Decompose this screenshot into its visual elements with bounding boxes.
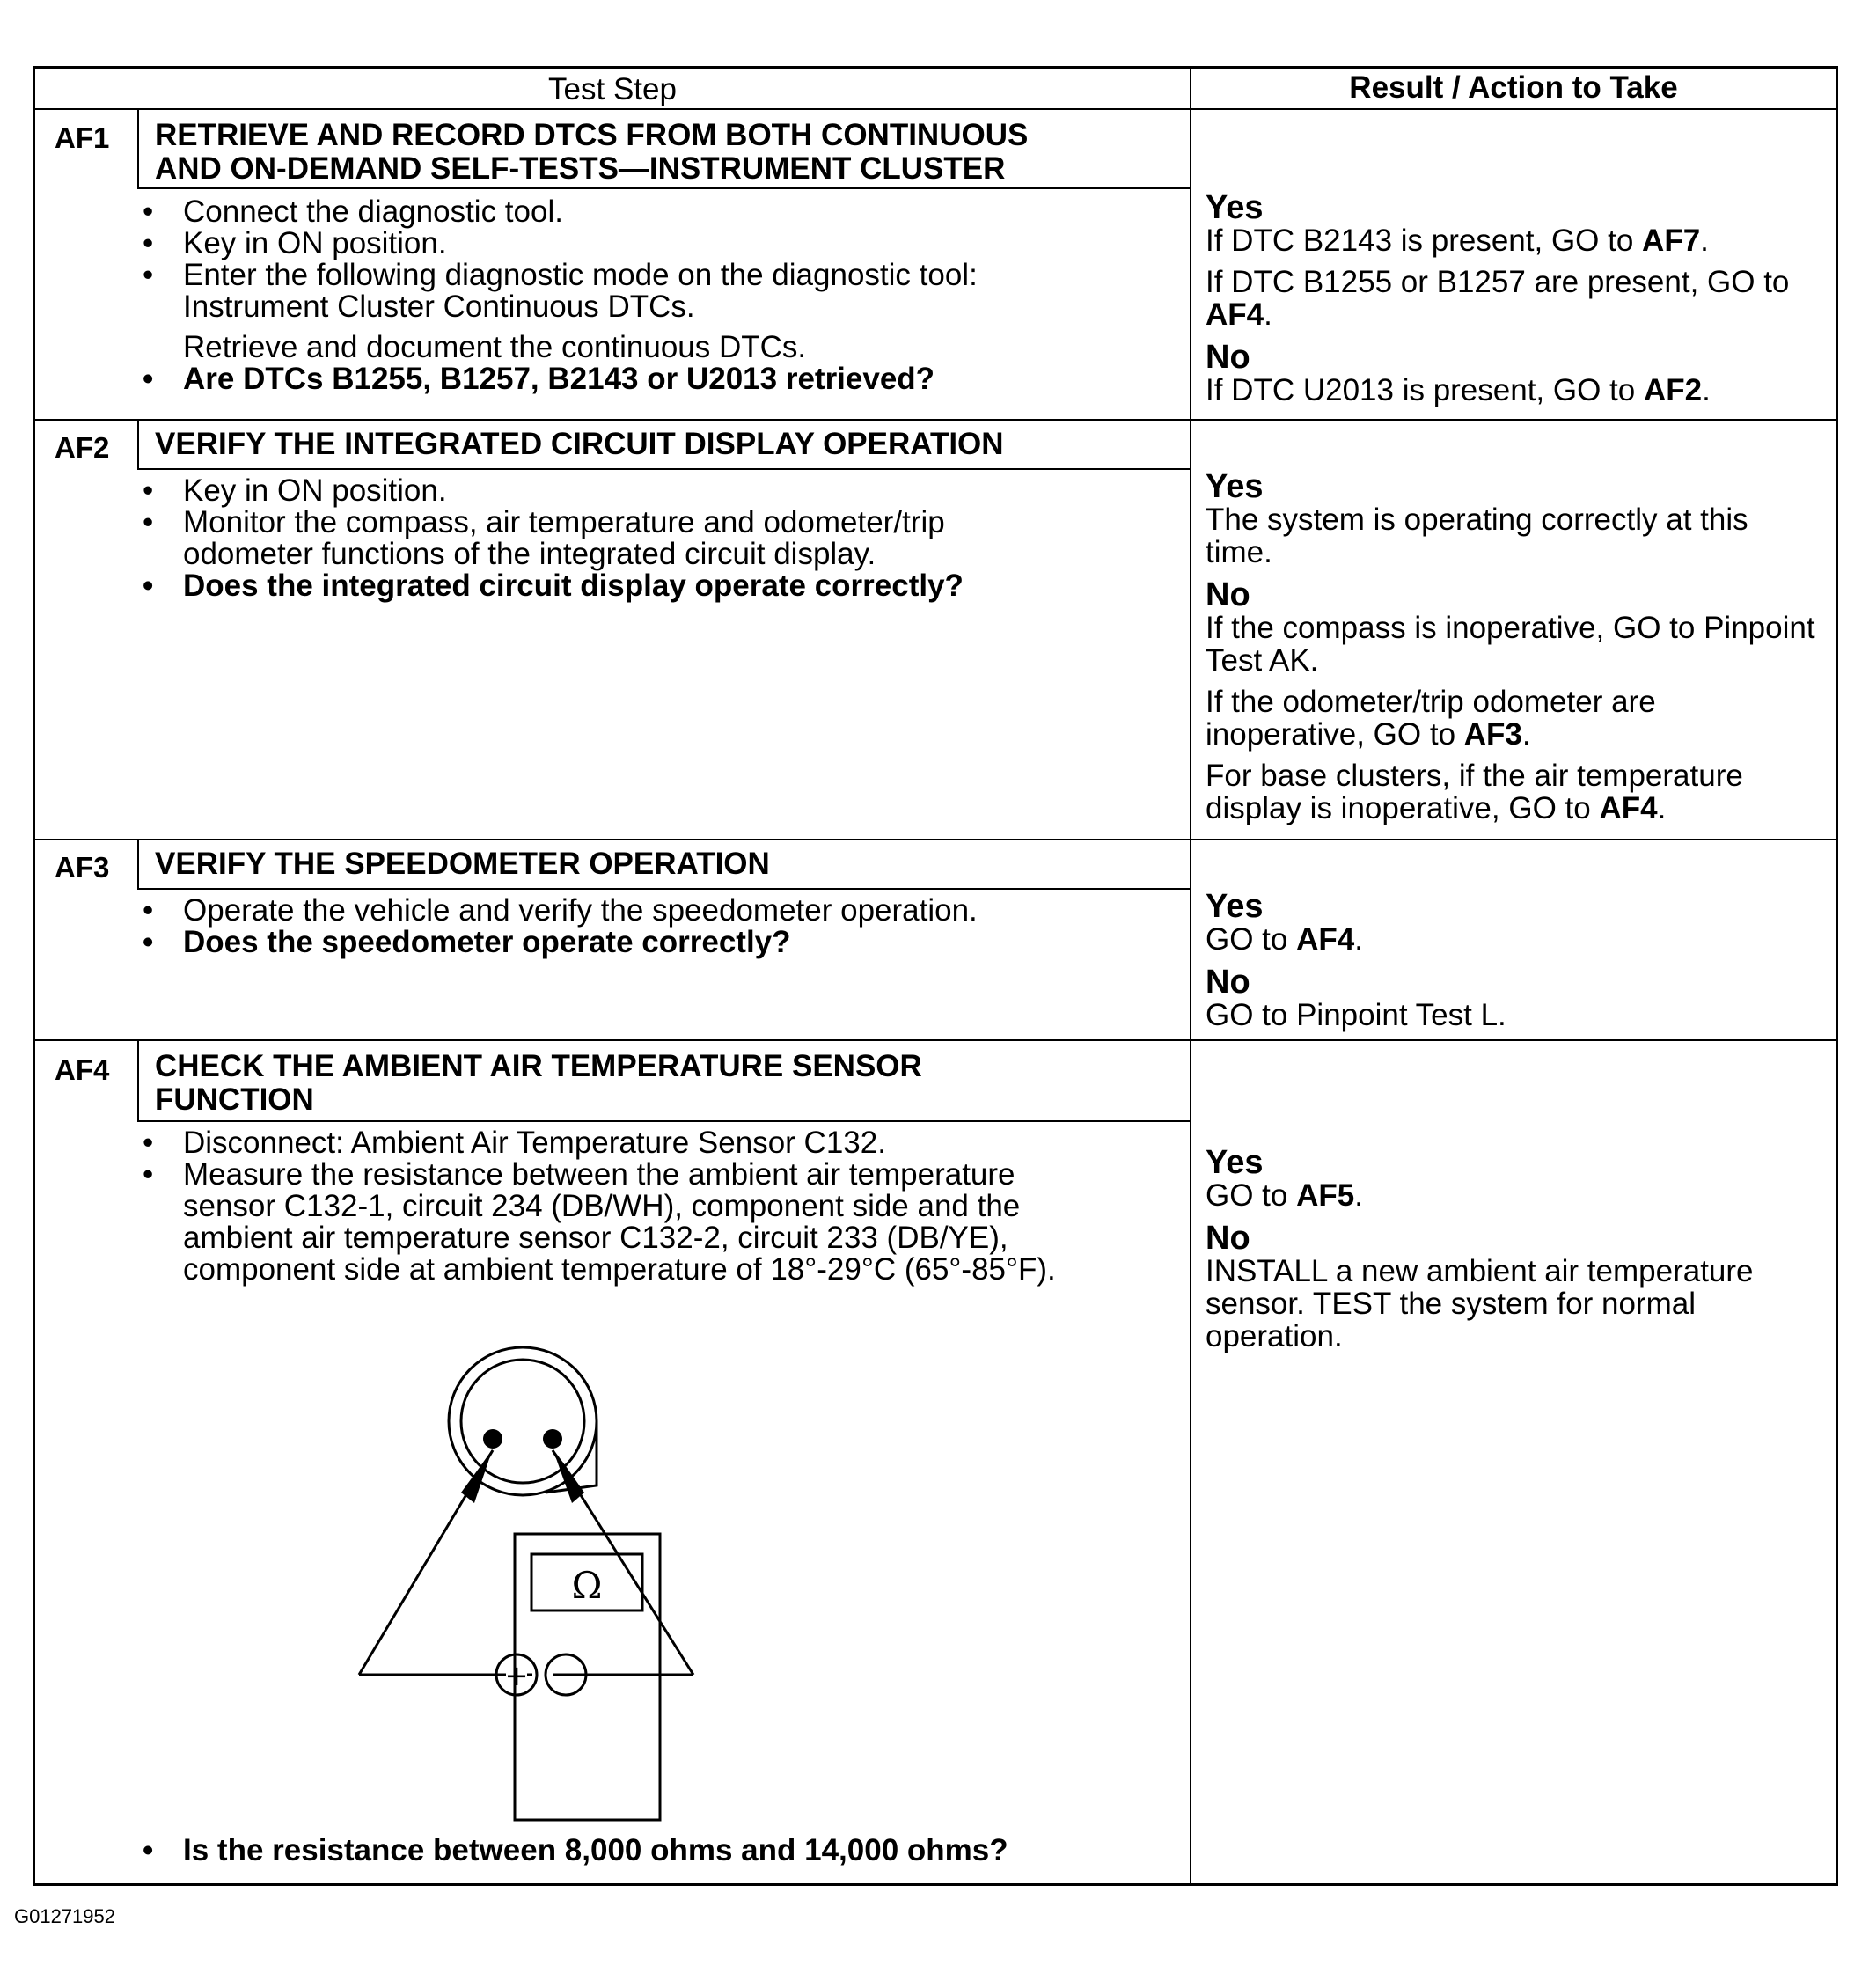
list-item: • Operate the vehicle and verify the speedometer operation. — [143, 893, 978, 928]
result-af2: Yes The system is operating correctly at this time. No If the compass is inoperative, GO to Pinpoint Test AK. If the odometer/trip odometer are inoperative, GO to AF3. For base clusters, if the air temperature display is inoperative, GO to AF4. — [1206, 471, 1821, 833]
header-result-action: Result / Action to Take — [1349, 70, 1678, 105]
figure-code: G01271952 — [14, 1905, 115, 1927]
step-title-af4: CHECK THE AMBIENT AIR TEMPERATURE SENSOR FUNCTION — [155, 1049, 922, 1117]
link-af2[interactable]: AF2 — [1643, 373, 1703, 407]
list-item: • Key in ON position. — [143, 473, 447, 508]
result-no-label: No — [1206, 1220, 1250, 1257]
sensor-pin-1 — [483, 1429, 502, 1449]
sensor-connector-inner — [461, 1360, 584, 1483]
result-af1: Yes If DTC B2143 is present, GO to AF7. If DTC B1255 or B1257 are present, GO to AF4. No If DTC U2013 is present, GO to AF2. — [1206, 192, 1821, 415]
step-instructions-af4 — [137, 1127, 1184, 1286]
result-no-label: No — [1206, 339, 1250, 376]
step-question-af1: • Are DTCs B1255, B1257, B2143 or U2013 retrieved? — [143, 362, 935, 396]
step-note: Retrieve and document the continuous DTCs. — [183, 330, 807, 364]
step-id-af2: AF2 — [55, 431, 110, 464]
step-instructions-af1 — [137, 196, 1184, 395]
link-af7[interactable]: AF7 — [1642, 224, 1701, 258]
step-id-af4: AF4 — [55, 1053, 110, 1086]
link-af3[interactable]: AF3 — [1463, 717, 1522, 752]
ohm-symbol: Ω — [571, 1564, 603, 1607]
multimeter-diagram — [352, 1336, 880, 1829]
step-id-af3: AF3 — [55, 851, 110, 884]
sensor-pin-2 — [543, 1429, 562, 1449]
header-test-step: Test Step — [548, 72, 677, 106]
list-item: • Monitor the compass, air temperature and odometer/trip odometer functions of the integrated circuit display. — [143, 505, 945, 571]
sensor-connector-outer — [449, 1347, 597, 1495]
list-item: • Key in ON position. — [143, 226, 447, 260]
list-item: • Enter the following diagnostic mode on the diagnostic tool: Instrument Cluster Continuous DTCs. — [143, 258, 978, 324]
probe-left — [461, 1449, 493, 1503]
step-title-af1: RETRIEVE AND RECORD DTCS FROM BOTH CONTINUOUS AND ON-DEMAND SELF-TESTS—INSTRUMENT CLUSTER — [155, 118, 1029, 186]
result-yes-label: Yes — [1206, 888, 1264, 925]
step-id-af1: AF1 — [55, 121, 110, 154]
minus-label: − — [553, 1657, 578, 1691]
list-item: • Measure the resistance between the ambient air temperature sensor C132-1, circuit 234 (DB/WH), component side and the ambient air temperature sensor C132-2, circuit 233 (DB/YE), component side at ambient temperature of 18°-29°C (65°-85°F). — [143, 1157, 1056, 1287]
probe-right — [553, 1449, 584, 1503]
result-no-label: No — [1206, 964, 1250, 1001]
link-af4[interactable]: AF4 — [1206, 297, 1264, 332]
result-yes-label: Yes — [1206, 468, 1264, 505]
plus-label: + — [504, 1659, 529, 1692]
link-af4[interactable]: AF4 — [1599, 791, 1658, 825]
step-question-af4-wrap — [137, 1835, 1184, 1867]
step-question-af3: • Does the speedometer operate correctly? — [143, 925, 791, 959]
link-af5[interactable]: AF5 — [1296, 1178, 1355, 1213]
result-yes-label: Yes — [1206, 189, 1264, 226]
list-item: • Disconnect: Ambient Air Temperature Sensor C132. — [143, 1126, 886, 1160]
step-title-af3: VERIFY THE SPEEDOMETER OPERATION — [155, 847, 770, 881]
link-af4[interactable]: AF4 — [1296, 922, 1355, 957]
result-af4: Yes GO to AF5. No INSTALL a new ambient air temperature sensor. TEST the system for normal operation. — [1206, 1147, 1821, 1361]
step-instructions-af2 — [137, 475, 1184, 602]
step-instructions-af3 — [137, 895, 1184, 958]
result-yes-label: Yes — [1206, 1144, 1264, 1181]
step-question-af4: • Is the resistance between 8,000 ohms and 14,000 ohms? — [143, 1833, 1008, 1867]
diagnostic-table — [33, 66, 1838, 1886]
result-af3: Yes GO to AF4. No GO to Pinpoint Test L. — [1206, 891, 1821, 1040]
step-question-af2: • Does the integrated circuit display operate correctly? — [143, 569, 964, 603]
list-item: • Connect the diagnostic tool. — [143, 194, 563, 229]
result-no-label: No — [1206, 576, 1250, 613]
step-title-af2: VERIFY THE INTEGRATED CIRCUIT DISPLAY OPERATION — [155, 427, 1004, 461]
